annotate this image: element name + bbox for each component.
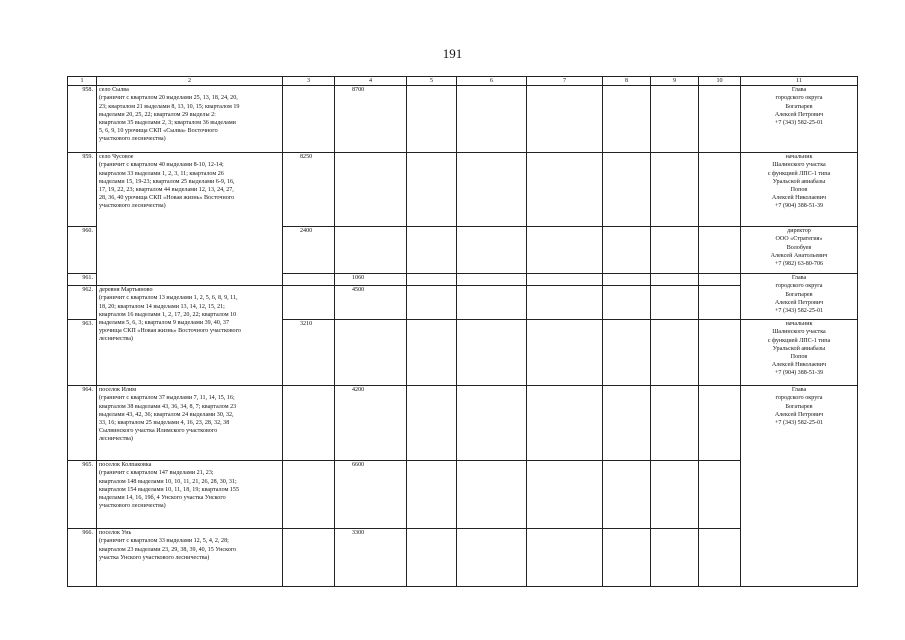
settlement-description: деревня Мартьяново (граничит с кварталом 13 выделами 1, 2, 5, 6, 8, 9, 11, 18, 20; кварталом 14 выделами 13, 14, 12, 15, 21; кварталом 16 выделами 1, 2, 17, 20, 22; кварталом 10 выделами 5, 6, 3; кварталом 9 выделами 39, 40, 37 урочища СКП «Новая жизнь» Восточного участкового лесничества) — [97, 286, 283, 386]
col3-value: 8250 — [283, 153, 335, 227]
settlement-description: поселок Колпаковка (граничит с кварталом 147 выделами 21, 23; кварталом 148 выделами 10, 10, 11, 21, 26, 28, 30, 31; кварталом 154 выделами 10, 11, 18, 19; кварталом 155 выделами 14, 16, 19б, 4 Унского участка Унского участкового лесничества) — [97, 461, 283, 529]
row-number: 962. — [68, 286, 97, 320]
col3-value — [283, 286, 335, 320]
responsible-contact: Глава городского округа Богатырев Алексей Петрович +7 (343) 582-25-01 — [741, 274, 858, 320]
column-header-10: 10 — [699, 77, 741, 86]
col4-value: 8700 — [335, 86, 407, 153]
col4-value — [335, 320, 407, 386]
col3-value — [283, 386, 335, 461]
settlement-description: поселок Илим (граничит с кварталом 37 выделами 7, 11, 14, 15, 16; кварталом 38 выделами 43, 36, 34, 8, 7; кварталом 23 выделами 43, 42, 36; кварталом 24 выделами 30, 32, 33, 16; кварталом 25 выделами 4, 16, 23, 28, 32, 38 Сылвинского участка Илимского участкового лесничества) — [97, 386, 283, 461]
col4-value: 4500 — [335, 286, 407, 320]
col3-value — [283, 461, 335, 529]
column-header-11: 11 — [741, 77, 858, 86]
col3-value — [283, 86, 335, 153]
table-row — [68, 286, 858, 320]
header-row — [68, 77, 858, 86]
col4-value: 1060 — [335, 274, 407, 286]
row-number: 963. — [68, 320, 97, 386]
settlement-description: поселок Унь (граничит с кварталом 33 выделами 12, 5, 4, 2, 28; кварталом 23 выделами 23, 29, 38, 39, 40, 15 Унского участка Унского участкового лесничества) — [97, 529, 283, 587]
forest-fire-table — [67, 76, 858, 587]
col3-value: 2400 — [283, 227, 335, 274]
column-header-4: 4 — [335, 77, 407, 86]
table-row — [68, 386, 858, 461]
row-number: 965. — [68, 461, 97, 529]
col4-value — [335, 227, 407, 274]
column-header-6: 6 — [457, 77, 527, 86]
column-header-5: 5 — [407, 77, 457, 86]
column-header-3: 3 — [283, 77, 335, 86]
col4-value — [335, 153, 407, 227]
col4-value: 4200 — [335, 386, 407, 461]
col3-value — [283, 274, 335, 286]
row-number: 959. — [68, 153, 97, 227]
table-row — [68, 529, 858, 587]
column-header-1: 1 — [68, 77, 97, 86]
row-number: 966. — [68, 529, 97, 587]
responsible-contact: директор ООО «Стратегия» Волобуев Алексей Анатольевич +7 (982) 63-80-706 — [741, 227, 858, 274]
column-header-9: 9 — [651, 77, 699, 86]
col4-value: 6600 — [335, 461, 407, 529]
row-number: 961. — [68, 274, 97, 286]
settlement-description: село Чусовое (граничит с кварталом 40 выделами 8-10, 12-14; кварталом 33 выделами 1, 2, 3, 11; кварталом 26 выделами 15, 19-23; кварталом 25 выделами 6-9, 16, 17, 19, 22, 23; кварталом 44 выделами 12, 13, 24, 27, 28, 36, 40 урочища СКП «Новая жизнь» Восточного участкового лесничества) — [97, 153, 283, 286]
settlement-description: село Сылва (граничит с кварталом 20 выделами 25, 13, 18, 24, 20, 23; кварталом 21 выделами 8, 13, 10, 15; кварталом 19 выделами 20, 25, 22; кварталом 29 выделы 2: кварталом 35 выделами 2, 3; кварталом 36 выделами 5, 6, 9, 10 урочища СКП «Сылва» Восточного участкового лесничества) — [97, 86, 283, 153]
responsible-contact: начальник Шалинского участка с функцией ЛПС-1 типа Уральской авиабазы Попов Алексей Николаевич +7 (904) 388-51-39 — [741, 320, 858, 386]
responsible-contact: Глава городского округа Богатырев Алексей Петрович +7 (343) 582-25-01 — [741, 86, 858, 153]
row-number: 960. — [68, 227, 97, 274]
responsible-contact: Глава городского округа Богатырев Алексей Петрович +7 (343) 582-25-01 — [741, 386, 858, 587]
column-header-2: 2 — [97, 77, 283, 86]
page-number: 191 — [442, 46, 463, 61]
row-number: 964. — [68, 386, 97, 461]
column-header-8: 8 — [603, 77, 651, 86]
table-row — [68, 153, 858, 227]
table-row — [68, 86, 858, 153]
responsible-contact: начальник Шалинского участка с функцией ЛПС-1 типа Уральской авиабазы Попов Алексей Николаевич +7 (904) 388-51-39 — [741, 153, 858, 227]
col3-value: 3210 — [283, 320, 335, 386]
row-number: 958. — [68, 86, 97, 153]
col4-value: 3300 — [335, 529, 407, 587]
table-row — [68, 461, 858, 529]
column-header-7: 7 — [527, 77, 603, 86]
col3-value — [283, 529, 335, 587]
